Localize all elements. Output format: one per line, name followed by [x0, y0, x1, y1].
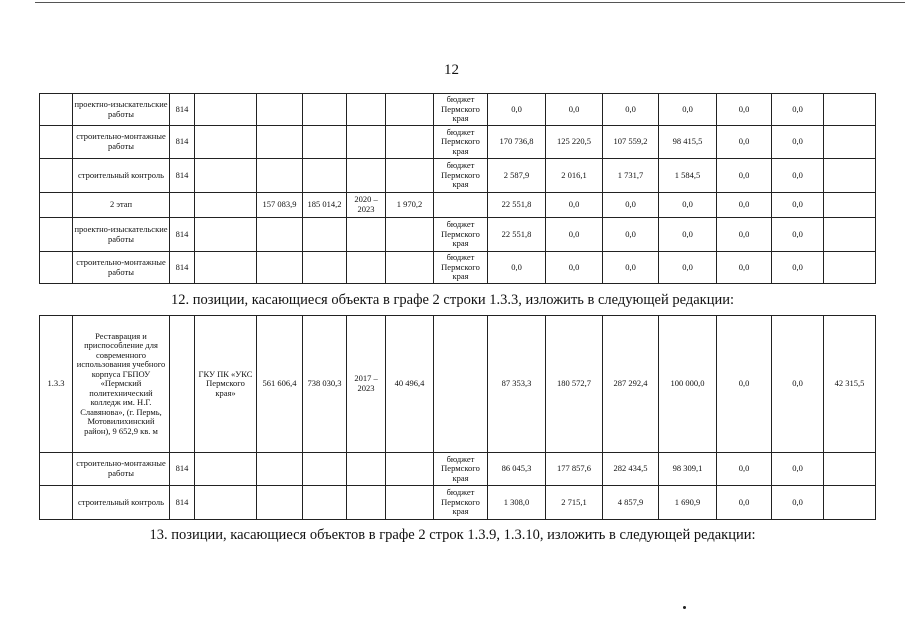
table-cell [195, 126, 257, 159]
table-cell: 40 496,4 [386, 316, 434, 453]
table-cell [347, 453, 386, 486]
table-cell: строительно-монтажные работы [73, 453, 170, 486]
table-cell: 0,0 [717, 126, 772, 159]
table-cell: 1.3.3 [40, 316, 73, 453]
table-cell [303, 252, 347, 284]
page-number: 12 [444, 62, 459, 78]
table-cell: бюджет Пермского края [434, 453, 488, 486]
table-cell: 0,0 [772, 218, 824, 252]
table-cell [347, 252, 386, 284]
table-cell [303, 453, 347, 486]
table-cell: 1 308,0 [488, 486, 546, 520]
table-cell [303, 126, 347, 159]
table-cell [386, 252, 434, 284]
table-cell: 738 030,3 [303, 316, 347, 453]
table-cell: бюджет Пермского края [434, 218, 488, 252]
table-cell [386, 453, 434, 486]
table-cell: 0,0 [717, 193, 772, 218]
table-cell: 0,0 [488, 252, 546, 284]
table-cell [347, 94, 386, 126]
table-cell [40, 486, 73, 520]
table-cell: 282 434,5 [603, 453, 659, 486]
table-cell: 42 315,5 [824, 316, 876, 453]
table-cell [303, 159, 347, 193]
table-cell: 157 083,9 [257, 193, 303, 218]
table-cell: 0,0 [772, 159, 824, 193]
table-cell: 0,0 [659, 252, 717, 284]
table-cell [303, 486, 347, 520]
table-cell: 100 000,0 [659, 316, 717, 453]
table-cell: 185 014,2 [303, 193, 347, 218]
table-cell: 0,0 [717, 94, 772, 126]
table-cell [824, 159, 876, 193]
table-cell: 0,0 [546, 252, 603, 284]
table-row [40, 453, 876, 486]
table-cell [195, 486, 257, 520]
table-row [40, 486, 876, 520]
table-cell [303, 94, 347, 126]
table-cell [824, 218, 876, 252]
table-cell [40, 94, 73, 126]
table-cell [257, 486, 303, 520]
table-cell [257, 252, 303, 284]
table-cell [824, 486, 876, 520]
table-cell [347, 159, 386, 193]
top-border-line [35, 2, 905, 3]
table-cell: 0,0 [772, 316, 824, 453]
table-cell: 814 [170, 218, 195, 252]
table-cell: ГКУ ПК «УКС Пермского края» [195, 316, 257, 453]
table-cell: 0,0 [717, 316, 772, 453]
table-row [40, 218, 876, 252]
table-cell [386, 486, 434, 520]
table-cell [195, 453, 257, 486]
table-row [40, 252, 876, 284]
table-cell: строительный контроль [73, 486, 170, 520]
table-cell: 87 353,3 [488, 316, 546, 453]
table-cell [195, 218, 257, 252]
table-cell: 814 [170, 94, 195, 126]
table-cell: 0,0 [659, 94, 717, 126]
table-cell [170, 193, 195, 218]
table-cell: 0,0 [603, 218, 659, 252]
table-cell [170, 316, 195, 453]
table-cell: 2 715,1 [546, 486, 603, 520]
table-cell: 0,0 [603, 94, 659, 126]
table-cell [824, 94, 876, 126]
table-cell [257, 159, 303, 193]
table-cell [40, 252, 73, 284]
table-cell: 177 857,6 [546, 453, 603, 486]
table-cell: 0,0 [603, 193, 659, 218]
table-row [40, 316, 876, 453]
table-cell [40, 193, 73, 218]
table-cell: 2 этап [73, 193, 170, 218]
table-cell [303, 218, 347, 252]
table-cell: 0,0 [546, 218, 603, 252]
table-cell: 0,0 [546, 193, 603, 218]
table-row [40, 193, 876, 218]
table-cell: бюджет Пермского края [434, 486, 488, 520]
table-cell: 0,0 [717, 159, 772, 193]
paragraph-13: 13. позиции, касающиеся объектов в графе 2 строк 1.3.9, 1.3.10, изложить в следующей редакции: [149, 527, 756, 543]
table-cell [195, 94, 257, 126]
table-cell [347, 218, 386, 252]
table-cell [257, 218, 303, 252]
table-cell: 561 606,4 [257, 316, 303, 453]
table-cell: 1 584,5 [659, 159, 717, 193]
table-cell: строительный контроль [73, 159, 170, 193]
table-row [40, 94, 876, 126]
table-cell: 287 292,4 [603, 316, 659, 453]
table-cell [195, 193, 257, 218]
table-cell: 0,0 [659, 218, 717, 252]
table-cell [40, 159, 73, 193]
table-cell: строительно-монтажные работы [73, 252, 170, 284]
table-cell: 0,0 [717, 453, 772, 486]
table-cell: 0,0 [772, 94, 824, 126]
table-cell: 814 [170, 252, 195, 284]
table-cell [347, 126, 386, 159]
table-cell: 814 [170, 453, 195, 486]
table-cell: 0,0 [603, 252, 659, 284]
table-cell: 180 572,7 [546, 316, 603, 453]
budget-table-1-3-3 [39, 315, 876, 520]
table-cell: 814 [170, 486, 195, 520]
table-cell [195, 159, 257, 193]
table-cell: 0,0 [717, 218, 772, 252]
table-cell [40, 218, 73, 252]
table-cell: бюджет Пермского края [434, 94, 488, 126]
table-cell [386, 94, 434, 126]
table-cell: бюджет Пермского края [434, 159, 488, 193]
table-cell: 0,0 [717, 486, 772, 520]
table-cell [386, 126, 434, 159]
table-cell: строительно-монтажные работы [73, 126, 170, 159]
table-cell: 22 551,8 [488, 193, 546, 218]
table-cell: 86 045,3 [488, 453, 546, 486]
table-cell: бюджет Пермского края [434, 126, 488, 159]
budget-table-stage [39, 93, 876, 284]
table-cell [434, 193, 488, 218]
table-cell: 2017 – 2023 [347, 316, 386, 453]
table-cell: 170 736,8 [488, 126, 546, 159]
table-cell [257, 94, 303, 126]
table-cell: бюджет Пермского края [434, 252, 488, 284]
table-cell: проектно-изыскательские работы [73, 218, 170, 252]
table-cell: 0,0 [772, 252, 824, 284]
table-cell: 0,0 [772, 486, 824, 520]
table-cell [824, 252, 876, 284]
table-cell: 0,0 [772, 453, 824, 486]
table-cell: 2 016,1 [546, 159, 603, 193]
table-cell: 98 415,5 [659, 126, 717, 159]
table-cell: 814 [170, 126, 195, 159]
table-cell [195, 252, 257, 284]
table-cell: 1 970,2 [386, 193, 434, 218]
table-cell: проектно-изыскательские работы [73, 94, 170, 126]
table-cell [824, 193, 876, 218]
table-cell: 0,0 [659, 193, 717, 218]
table-cell: 2 587,9 [488, 159, 546, 193]
paragraph-12: 12. позиции, касающиеся объекта в графе 2 строки 1.3.3, изложить в следующей редакции: [170, 292, 735, 308]
table-cell: 814 [170, 159, 195, 193]
table-cell: 0,0 [717, 252, 772, 284]
table-cell [257, 126, 303, 159]
table-cell [257, 453, 303, 486]
table-cell: 98 309,1 [659, 453, 717, 486]
table-cell [386, 218, 434, 252]
table-cell: 1 731,7 [603, 159, 659, 193]
table-cell: 4 857,9 [603, 486, 659, 520]
table-cell: Реставрация и приспособление для современного использования учебного корпуса ГБПОУ «Пермский политехнический колледж им. Н.Г. Славянова», (г. Пермь, Мотовилихинский район), 9 652,9 кв. м [73, 316, 170, 453]
table-cell: 0,0 [488, 94, 546, 126]
table-row [40, 126, 876, 159]
table-cell: 2020 – 2023 [347, 193, 386, 218]
table-cell [434, 316, 488, 453]
table-cell: 0,0 [546, 94, 603, 126]
table-cell [40, 126, 73, 159]
stray-dot-mark [683, 606, 686, 609]
table-cell: 107 559,2 [603, 126, 659, 159]
table-cell: 0,0 [772, 193, 824, 218]
table-row [40, 159, 876, 193]
table-cell [824, 453, 876, 486]
table-cell: 22 551,8 [488, 218, 546, 252]
table-cell [40, 453, 73, 486]
table-cell [347, 486, 386, 520]
table-cell [824, 126, 876, 159]
table-cell: 1 690,9 [659, 486, 717, 520]
table-cell: 125 220,5 [546, 126, 603, 159]
table-cell: 0,0 [772, 126, 824, 159]
table-cell [386, 159, 434, 193]
